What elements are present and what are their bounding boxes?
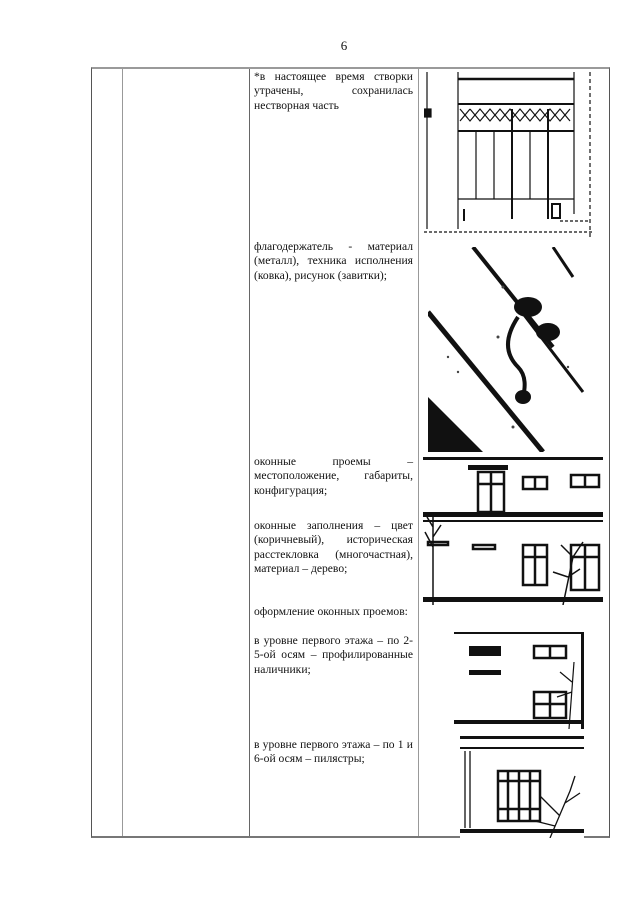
table-column-name <box>122 69 250 836</box>
cell-text-architraves: в уровне первого этажа – по 2-5-ой осям – профилированные наличники; <box>254 634 413 676</box>
table-column-number <box>92 69 123 836</box>
flag-holder-photo <box>428 247 596 452</box>
table-column-images <box>418 69 609 836</box>
facade-windows-photo-icon <box>423 457 603 605</box>
flag-holder-photo-icon <box>428 247 596 452</box>
window-architraves-photo-icon <box>454 632 584 729</box>
gate-drawing-icon <box>424 69 594 239</box>
gate-drawing-image <box>424 69 594 239</box>
cell-text-flag-holder: флагодержатель - материал (металл), техника исполнения (ковка), рисунок (завитки); <box>254 240 413 282</box>
document-table <box>91 67 610 838</box>
window-architraves-photo <box>454 632 584 729</box>
cell-text-gate: *в настоящее время створки утрачены, сохранилась нестворная часть <box>254 70 413 112</box>
facade-windows-photo <box>423 457 603 605</box>
table-column-description <box>249 69 419 836</box>
cell-text-pilasters: в уровне первого этажа – по 1 и 6-ой осям – пилястры; <box>254 738 413 766</box>
cell-text-window-decoration: оформление оконных проемов: <box>254 605 408 618</box>
cell-text-window-openings: оконные проемы – местоположение, габариты, конфигурация; <box>254 455 413 497</box>
cell-text-window-fillings: оконные заполнения – цвет (коричневый), историческая расстекловка (многочастная), материал – дерево; <box>254 519 413 576</box>
pilasters-photo <box>460 731 584 838</box>
pilasters-photo-icon <box>460 731 584 838</box>
page-number: 6 <box>340 38 348 53</box>
